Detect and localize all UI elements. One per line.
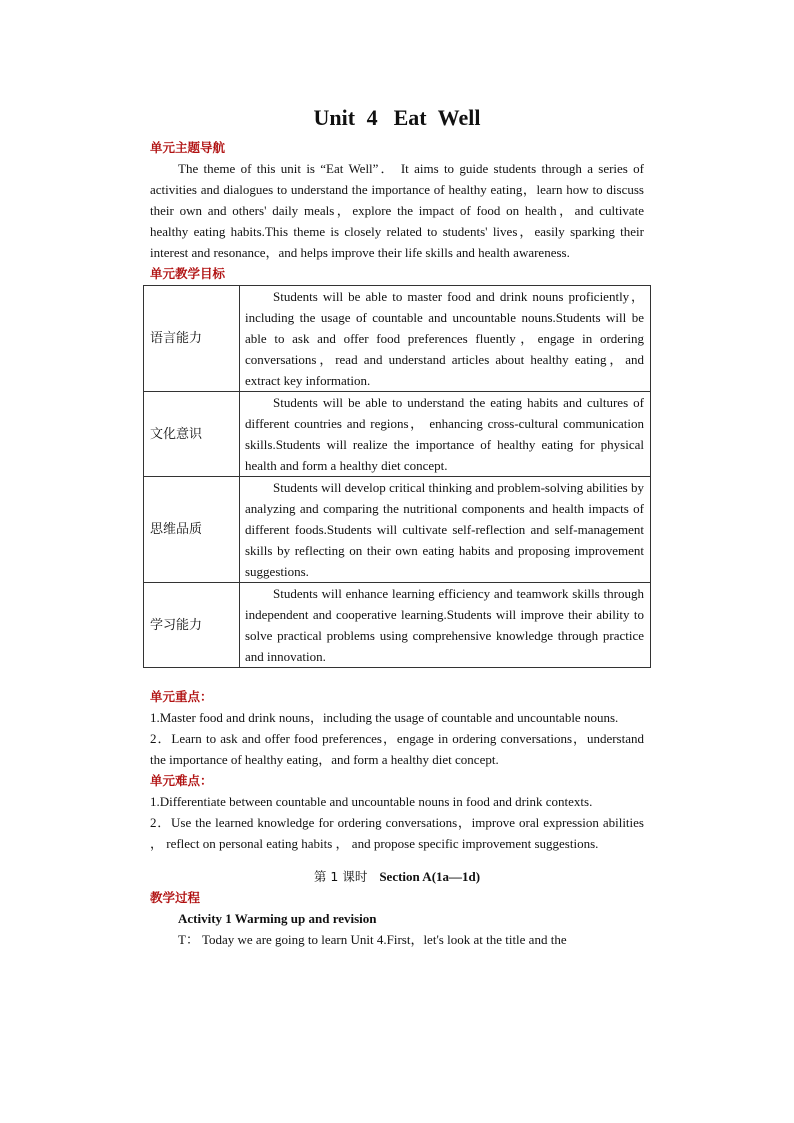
lesson-title bbox=[150, 866, 644, 887]
goals-table bbox=[143, 285, 651, 668]
theme-paragraph: The theme of this unit is “Eat Well”． It aims to guide students through a series of activities and dialogues to understand the importance of healthy eating，learn how to discuss their own and others' daily meals，explore the impact of food on health，and cultivate healthy eating habits.This theme is closely related to students' lives，easily sparking their interest and resonance，and helps improve their life skills and health awareness. bbox=[150, 161, 644, 260]
activity-title: Activity 1 Warming up and revision bbox=[178, 911, 377, 926]
document-page bbox=[150, 100, 644, 950]
goal-label: 文化意识 bbox=[144, 392, 240, 477]
unit-name: Eat Well bbox=[393, 105, 481, 130]
process-heading: 教学过程 bbox=[150, 890, 201, 905]
lesson-period: 第 1 课时 bbox=[313, 869, 368, 884]
difficult-point-item: 2．Use the learned knowledge for ordering conversations，improve oral expression abilities ， reflect on personal eating habits ， and propose specific improvement suggestions. bbox=[150, 815, 644, 851]
goal-label: 学习能力 bbox=[144, 583, 240, 668]
goal-text: Students will be able to understand the eating habits and cultures of different countries and regions， enhancing cross-cultural communication skills.Students will realize the importance of healthy eating for physical health and form a healthy diet concept. bbox=[240, 392, 651, 477]
unit-title bbox=[150, 103, 644, 133]
table-row bbox=[144, 583, 651, 668]
difficult-points-heading: 单元难点： bbox=[150, 773, 213, 788]
teacher-line: T： Today we are going to learn Unit 4.First，let's look at the title and the bbox=[178, 932, 567, 947]
goal-text: Students will enhance learning efficiency and teamwork skills through independent and cooperative learning.Students will improve their ability to solve practical problems using comprehensive knowledge through practice and innovation. bbox=[240, 583, 651, 668]
lesson-section: Section A(1a—1d) bbox=[379, 869, 481, 884]
goal-text: Students will be able to master food and drink nouns proficiently，including the usage of countable and uncountable nouns.Students will be able to ask and offer food preferences fluently，engage in ordering conversations，read and understand articles about healthy eating，and extract key information. bbox=[240, 286, 651, 392]
table-row bbox=[144, 477, 651, 583]
key-point-item: 2．Learn to ask and offer food preferences，engage in ordering conversations，understand the importance of healthy eating，and form a healthy diet concept. bbox=[150, 731, 644, 767]
goal-label: 思维品质 bbox=[144, 477, 240, 583]
goals-heading: 单元教学目标 bbox=[150, 266, 226, 281]
goal-text: Students will develop critical thinking and problem-solving abilities by analyzing and comparing the nutritional components and health impacts of different foods.Students will cultivate self-reflection and self-management skills by reflecting on their own eating habits and proposing improvement suggestions. bbox=[240, 477, 651, 583]
table-row bbox=[144, 392, 651, 477]
goal-label: 语言能力 bbox=[144, 286, 240, 392]
unit-number: Unit 4 bbox=[313, 105, 378, 130]
difficult-point-item: 1.Differentiate between countable and uncountable nouns in food and drink contexts. bbox=[150, 794, 593, 809]
key-points-heading: 单元重点： bbox=[150, 689, 213, 704]
table-row bbox=[144, 286, 651, 392]
theme-heading: 单元主题导航 bbox=[150, 140, 226, 155]
key-point-item: 1.Master food and drink nouns，including the usage of countable and uncountable nouns. bbox=[150, 710, 619, 725]
